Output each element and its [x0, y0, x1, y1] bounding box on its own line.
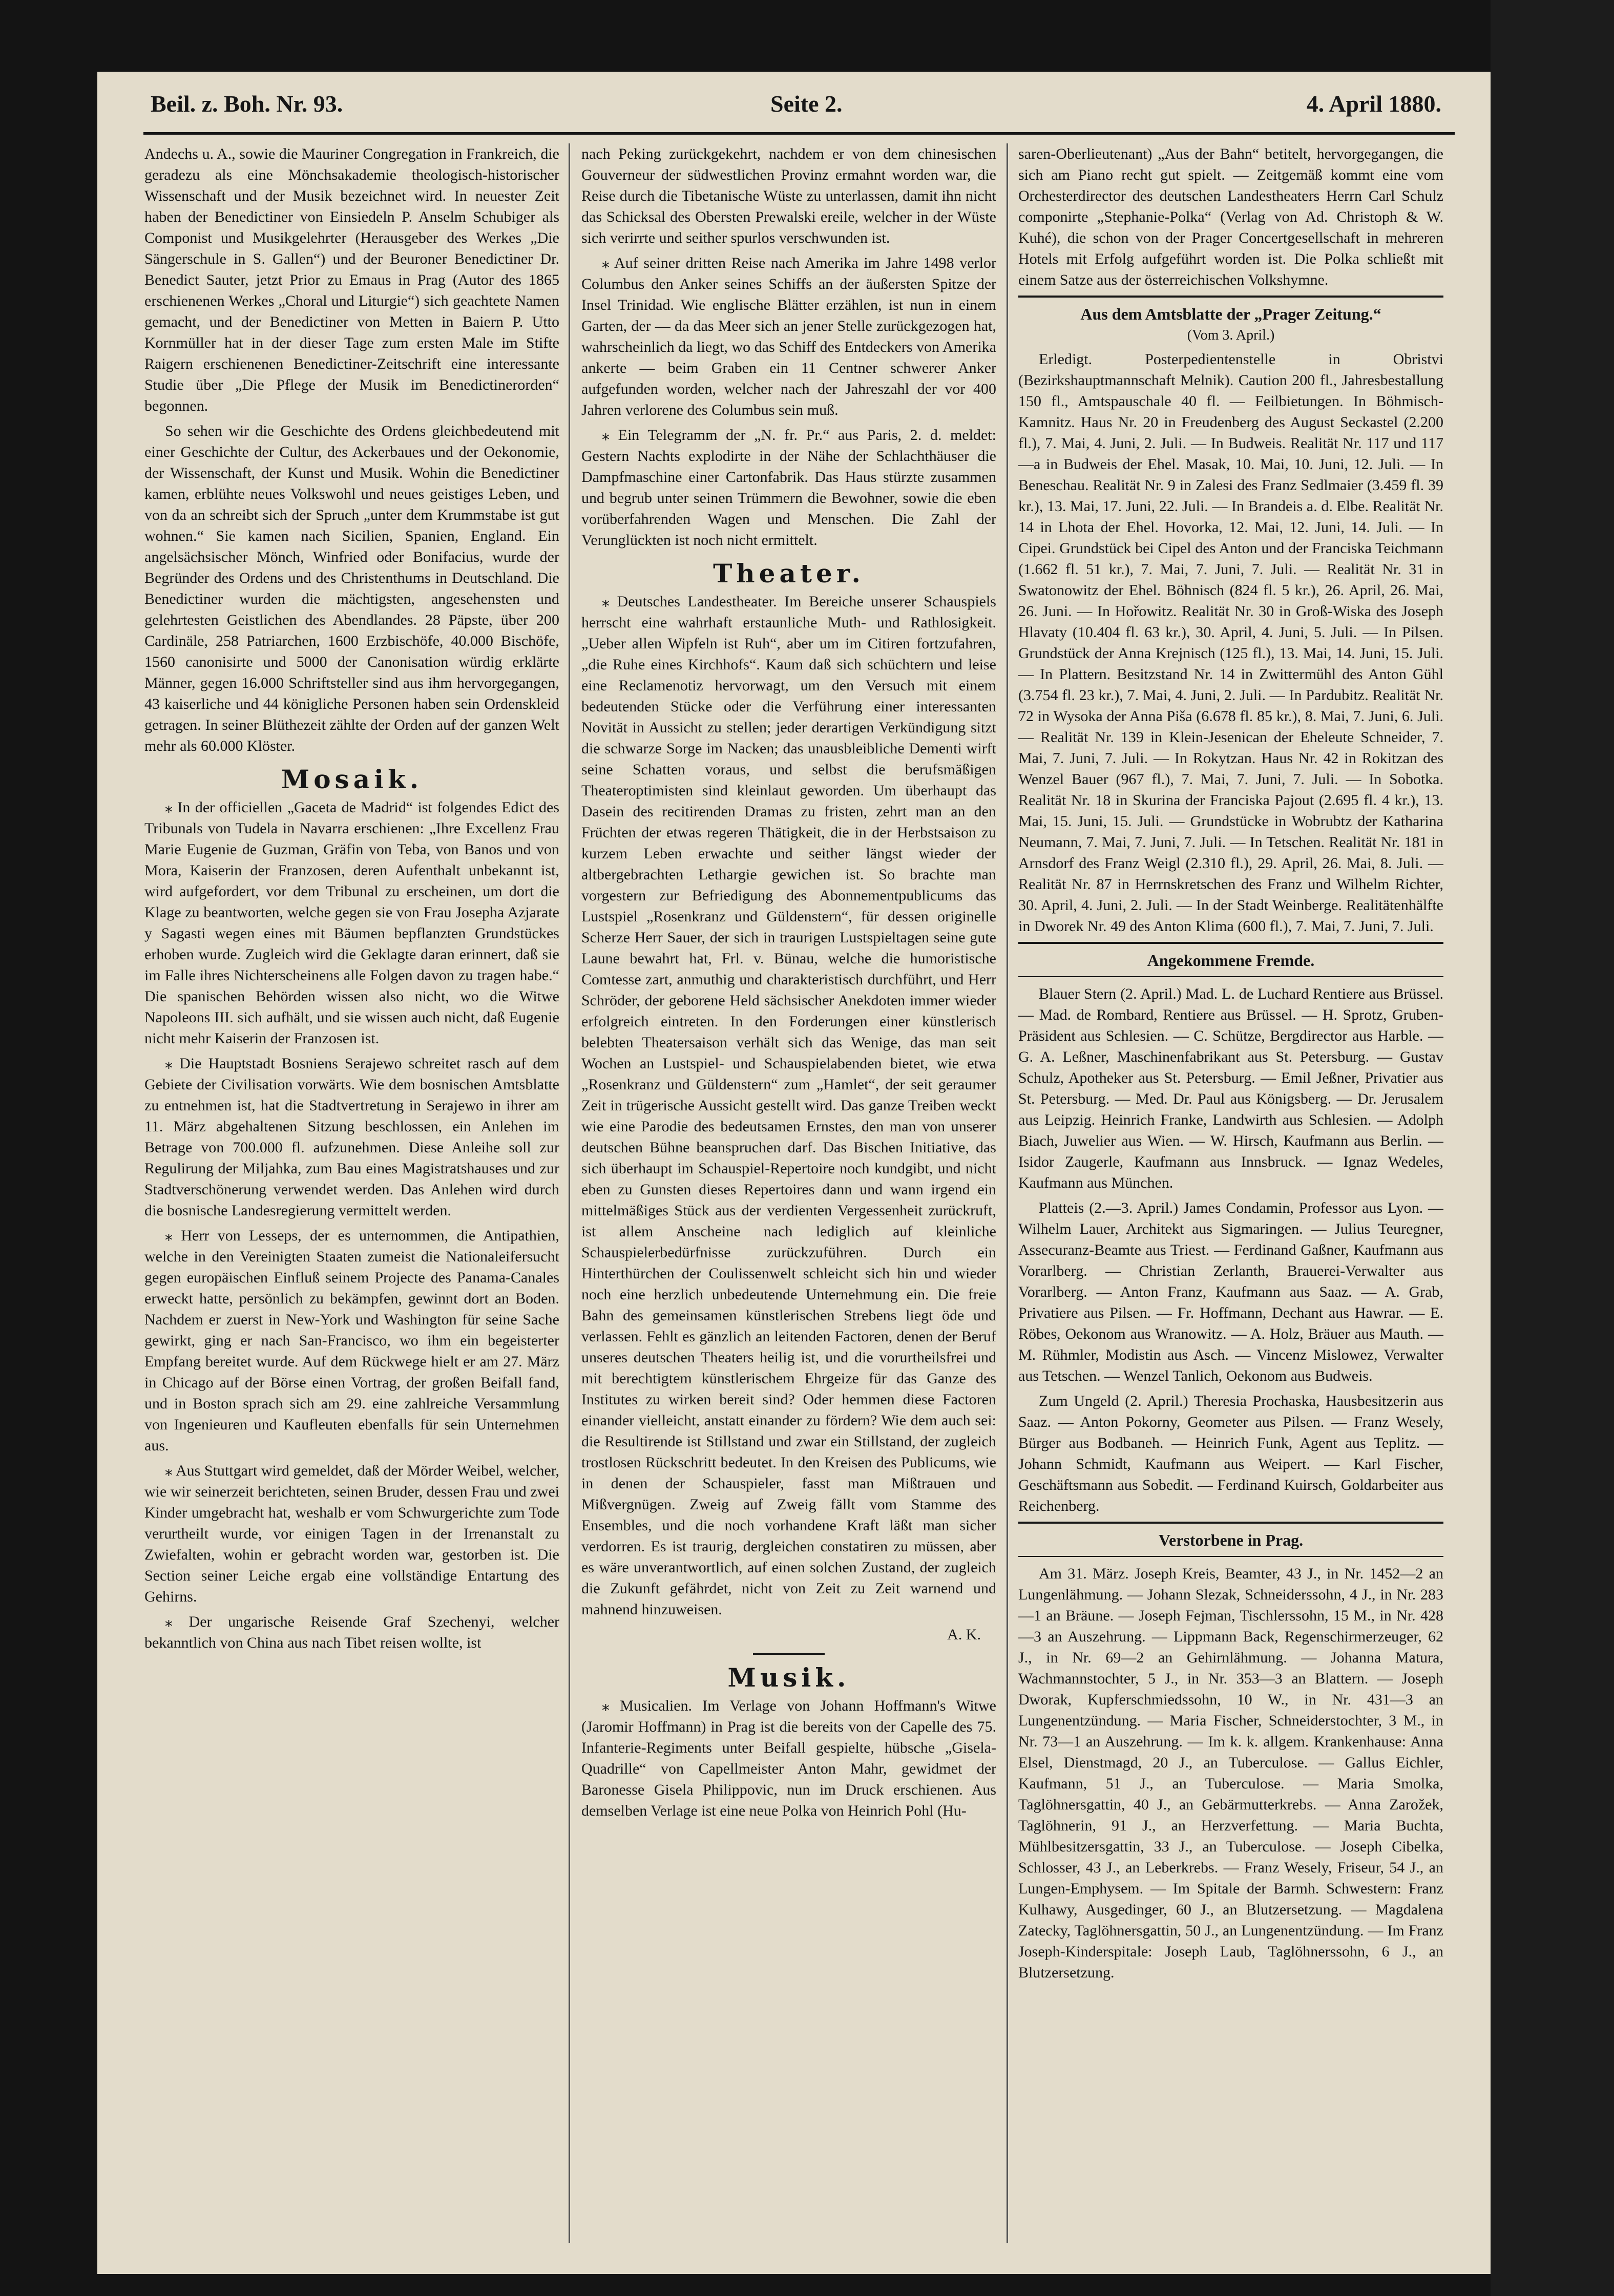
page-number: Seite 2.: [770, 91, 843, 117]
column-1: [144, 143, 559, 2233]
guest-list: Platteis (2.—3. April.) James Condamin, Professor aus Lyon. — Wilhelm Lauer, Architekt aus Sigmaringen. — Julius Teuregner, Assecuranz-Beamte aus Triest. — Ferdinand Gaßner, Kaufmann aus Vorarlberg. — Christian Zerlanth, Brauerei-Verwalter aus Vorarlberg. — Anton Franz, Kaufmann aus Saaz. — A. Grab, Privatiere aus Pilsen. — Fr. Hoffmann, Dechant aus Hawrar. — E. Röbes, Oekonom aus Wranowitz. — A. Holz, Bräuer aus Mauth. — M. Rühmler, Modistin aus Asch. — Vincenz Mislowez, Verwalter aus Tetschen. — Wenzel Tanlich, Oekonom aus Budweis.: [1018, 1199, 1443, 1384]
issue-label: Beil. z. Boh. Nr. 93.: [151, 91, 343, 117]
news-item: ⁎ Herr von Lesseps, der es unternommen, die Antipathien, welche in den Vereinigten Staaten zumeist die Nationaleifersucht gegen europäischen Einfluß seinem Projecte des Panama-Canales erweckt hatte, persönlich zu bekämpfen, gewinnt dort an Boden. Nachdem er zuerst in New-York und Washington für seine Sache gewirkt, ging er nach San-Francisco, wo ihm ein begeisterter Empfang bereitet wurde. Auf dem Rückwege hielt er am 27. März in Chicago auf der Börse einen Vortrag, der großen Beifall fand, und in Boston sprach sich am 29. eine zahlreiche Versammlung von Ingenieuren und Kaufleuten ebenfalls für sein Unternehmen aus.: [144, 1227, 559, 1454]
scan-shadow: [1491, 0, 1614, 2296]
column-3: [1018, 143, 1443, 2233]
page-header: [151, 90, 1441, 126]
obituary-list: Am 31. März. Joseph Kreis, Beamter, 43 J., in Nr. 1452—2 an Lungenlähmung. — Johann Slezak, Schneiderssohn, 4 J., in Nr. 283—1 an Bräune. — Joseph Fejman, Tischlerssohn, 15 M., in Nr. 428—3 an Auszehrung. — Lippmann Back, Regenschirmerzeuger, 62 J., in Nr. 69—2 an Gehirnlähmung. — Johanna Matura, Wachmannstochter, 5 J., in Nr. 353—3 an Blattern. — Joseph Dworak, Kupferschmiedssohn, 10 W., in Nr. 431—3 an Lungenentzündung. — Maria Fischer, Schneiderstochter, 3 M., in Nr. 73—1 an Auszehrung. — Im k. k. allgem. Krankenhause: Anna Elsel, Dienstmagd, 20 J., an Tuberculose. — Gallus Eichler, Kaufmann, 51 J., an Tuberculose. — Maria Smolka, Taglöhnersgattin, 40 J., an Gebärmutterkrebs. — Anna Zarožek, Taglöhnerin, 91 J., an Herzverfettung. — Maria Buchta, Mühlbesitzersgattin, 33 J., an Tuberculose. — Joseph Cibelka, Schlosser, 43 J., an Leberkrebs. — Franz Wesely, Friseur, 54 J., an Lungen-Emphysem. — Im Spitale der Barmh. Schwestern: Franz Kulhawy, Ausgedinger, 60 J., an Blutzersetzung. — Magdalena Zatecky, Taglöhnersgattin, 50 J., an Lungenentzündung. — Im Franz Joseph-Kinderspitale: Joseph Laub, Taglöhnerssohn, 6 J., an Blutzersetzung.: [1018, 1565, 1443, 1981]
author-signature: A. K.: [947, 1626, 981, 1643]
section-rule: [1018, 1522, 1443, 1524]
section-rule: [1018, 1556, 1443, 1557]
section-rule: [1018, 296, 1443, 298]
guest-list: Zum Ungeld (2. April.) Theresia Prochaska, Hausbesitzerin aus Saaz. — Anton Pokorny, Geometer aus Pilsen. — Franz Wesely, Bürger aus Bodbaneh. — Heinrich Funk, Agent aus Teplitz. — Johann Schmidt, Kaufmann aus Weipert. — Karl Fischer, Geschäftsmann aus Sobedit. — Ferdinand Kuirsch, Goldarbeiter aus Reichenberg.: [1018, 1393, 1443, 1514]
newspaper-page: [97, 72, 1491, 2274]
section-title-mosaik: Mosaik.: [281, 764, 423, 794]
section-title-amtsblatt: Aus dem Amtsblatte der „Prager Zeitung.“: [1080, 305, 1381, 323]
paragraph: Andechs u. A., sowie die Mauriner Congregation in Frankreich, die geradezu als eine Mönchsakademie theologisch-historischer Wissenschaft und der Musik bezeichnet wird. In neuester Zeit haben der Benedictiner von Einsiedeln P. Anselm Schubiger als Componist und Musikgelehrter (Herausgeber des Werkes „Die Sängerschule in S. Gallen“) und der Beuroner Benedictiner Dr. Benedict Sauter, jetzt Prior zu Emaus in Prag (Autor des 1865 erschienenen Werkes „Choral und Liturgie“) sich geachtete Namen gemacht, und der Benedictiner von Metten in Baiern P. Utto Kornmüller hat in der dieser Tage zum ersten Male im Stifte Raigern erschienenen Benedictiner-Zeitschrift eine interessante Studie über „Die Pflege der Musik im Benedictinerorden“ begonnen.: [144, 145, 559, 414]
section-title-musik: Musik.: [727, 1662, 850, 1693]
section-divider: [753, 1653, 825, 1655]
notice-text: Erledigt. Posterpedientenstelle in Obristvi (Bezirkshauptmannschaft Melnik). Caution 200 fl., Jahresbestallung 150 fl., Amtspauschale 40 fl. — Feilbietungen. In Böhmisch-Kamnitz. Haus Nr. 20 in Freudenberg des August Seckastel (2.200 fl.), 7. Mai, 4. Juni, 2. Juli. — In Budweis. Realität Nr. 117 und 117—a in Budweis der Ehel. Masak, 10. Mai, 10. Juni, 12. Juli. — In Beneschau. Realität Nr. 9 in Zalesi des Franz Sedlmaier (3.459 fl. 39 kr.), 13. Mai, 17. Juni, 22. Juli. — In Brandeis a. d. Elbe. Realität Nr. 14 in Lhota der Ehel. Hovorka, 12. Mai, 12. Juni, 14. Juli. — In Cipei. Grundstück bei Cipel des Anton und der Franciska Teichmann (1.662 fl. 51 kr.), 7. Mai, 7. Juni, 7. Juli. — Realität Nr. 31 in Swatonowitz der Ehel. Böhnisch (824 fl. 5 kr.), 26. April, 26. Mai, 26. Juni. — In Hořowitz. Realität Nr. 30 in Groß-Wiska des Joseph Hlavaty (10.404 fl. 63 kr.), 30. April, 4. Juni, 5. Juli. — In Pilsen. Grundstück der Anna Krejnisch (125 fl.), 13. Mai, 14. Juni, 15. Juli. — In Plattern. Besitzstand Nr. 14 in Zwittermühl des Anton Gühl (3.754 fl. 23 kr.), 7. Mai, 4. Juni, 2. Juli. — In Pardubitz. Realität Nr. 72 in Wysoka der Anna Piša (6.678 fl. 85 kr.), 8. Mai, 7. Juni, 6. Juli. — Realität Nr. 139 in Klein-Jesenican der Eheleute Schneider, 7. Mai, 7. Juni, 7. Juli. — In Rokytzan. Haus Nr. 42 in Rokitzan des Wenzel Bauer (967 fl.), 7. Mai, 7. Juni, 7. Juli. — In Sobotka. Realität Nr. 18 in Skurina der Franciska Pajout (2.695 fl. 4 kr.), 13. Mai, 15. Juni, 15. Juli. — Grundstücke in Wobrubtz der Katharina Neumann, 7. Mai, 7. Juni, 7. Juli. — In Tetschen. Realität Nr. 181 in Arnsdorf des Franz Weigl (2.310 fl.), 29. April, 26. Mai, 8. Juli. — Realität Nr. 87 in Herrnskretschen des Franz und Wilhelm Richter, 30. April, 4. Juni, 2. Juli. — In der Stadt Weinberge. Realitätenhälfte in Dworek Nr. 49 des Anton Klima (600 fl.), 7. Mai, 7. Juni, 7. Juli.: [1018, 351, 1443, 935]
paragraph: nach Peking zurückgekehrt, nachdem er von dem chinesischen Gouverneur der südwestlichen Provinz ermahnt worden war, die Reise durch die Tibetanische Wüste zu unterlassen, damit ihn nicht das Schicksal des Obersten Prewalski ereile, welcher in der Wüste sich verirrte und seither spurlos verschwunden ist.: [581, 145, 996, 246]
issue-date: 4. April 1880.: [1306, 91, 1441, 117]
paragraph: saren-Oberlieutenant) „Aus der Bahn“ betitelt, hervorgegangen, die sich am Piano recht gut spielt. — Zeitgemäß kommt eine vom Orchesterdirector des deutschen Landestheaters Herrn Carl Schulz componirte „Stephanie-Polka“ (Verlag von Ad. Christoph & W. Kuhé), die schon von der Prager Concertgesellschaft in mehreren Hotels mit Erfolg aufgeführt worden ist. Die Polka schließt mit einem Satze aus der österreichischen Volkshymne.: [1018, 145, 1443, 288]
news-item: ⁎ Musicalien. Im Verlage von Johann Hoffmann's Witwe (Jaromir Hoffmann) in Prag ist die bereits von der Capelle des 75. Infanterie-Regiments unter Beifall gespielte, hübsche „Gisela-Quadrille“ von Capellmeister Anton Mahr, gewidmet der Baronesse Gisela Philippovic, nun im Druck erschienen. Aus demselben Verlage ist eine neue Polka von Heinrich Pohl (Hu-: [581, 1697, 996, 1819]
column-divider: [1007, 143, 1008, 2243]
header-rule: [143, 132, 1455, 135]
section-title-theater: Theater.: [713, 558, 865, 588]
section-rule: [1018, 942, 1443, 944]
column-2: [581, 143, 996, 2233]
news-item: ⁎ Der ungarische Reisende Graf Szechenyi, welcher bekanntlich von China aus nach Tibet reisen wollte, ist: [144, 1613, 559, 1651]
news-item: ⁎ Ein Telegramm der „N. fr. Pr.“ aus Paris, 2. d. meldet: Gestern Nachts explodirte in der Nähe der Schlachthäuser die Dampfmaschine einer Cartonfabrik. Das Haus stürzte zusammen und begrub unter seinen Trümmern die Bewohner, sowie die eben vorüberfahrenden Wagen und Menschen. Die Zahl der Verunglückten ist noch nicht ermittelt.: [581, 427, 996, 549]
news-item: ⁎ In der officiellen „Gaceta de Madrid“ ist folgendes Edict des Tribunals von Tudela in Navarra erschienen: „Ihre Excellenz Frau Marie Eugenie de Guzman, Gräfin von Teba, von Banos und von Mora, Kaiserin der Franzosen, deren Aufenthalt unbekannt ist, wird aufgefordert, vor dem Tribunal zu erscheinen, um dort die Klage zu beantworten, welche gegen sie von Frau Josepha Azjarate y Sagasti wegen eines mit Bäumen bepflanzten Grundstückes erhoben wurde. Zugleich wird die Geklagte daran erinnert, daß sie im Falle ihres Nichterscheinens alle Folgen davon zu tragen habe.“ Die spanischen Behörden wissen also nicht, wo die Witwe Napoleons III. sich aufhält, und sie wissen auch nicht, daß Eugenie nicht mehr Kaiserin der Franzosen ist.: [144, 799, 559, 1047]
theater-review: ⁎ Deutsches Landestheater. Im Bereiche unserer Schauspiels herrscht eine wahrhaft erstaunliche Muth- und Rathlosigkeit. „Ueber allen Wipfeln ist Ruh“, aber um im Citiren fortzufahren, „die Ruhe eines Kirchhofs“. Kaum daß sich schüchtern und leise eine Reclamenotiz hervorwagt, um den Versuch mit einem bedeutenden Stücke oder die Verführung einer interessanten Novität in Aussicht zu stellen; jeder derartigen Verkündigung sitzt die schwarze Sorge im Nacken; das unausbleibliche Dementi wirft seine Schatten voraus, und selbst die berufsmäßigen Theateroptimisten sind kleinlaut geworden. Um überhaupt das Dasein des recitirenden Dramas zu fristen, zehrt man an den Früchten der etwas regeren Thätigkeit, die in der Herbstsaison zu kurzem Leben erwachte und seither längst wieder der altbergebrachten Lethargie gewichen ist. So brachte man vorgestern zur Befriedigung des Abonnementpublicums das Lustspiel „Rosenkranz und Güldenstern“, für dessen originelle Scherze Herr Sauer, der sich in traurigen Lustspieltagen seine gute Laune bewahrt hat, Frl. v. Bünau, welche die humoristische Comtesse zart, anmuthig und charakteristisch durchführt, und Herr Schröder, der geborene Held sächsischer Anekdoten immer wieder erfolgreich eintreten. In den Forderungen einer künstlerisch belebten Theatersaison verhält sich das Wenige, das man seit Wochen an Lustspiel- und Schauspielabenden bietet, wie etwa „Rosenkranz und Güldenstern“ zum „Hamlet“, der seit geraumer Zeit in trügerische Aussicht gestellt wird. Das ganze Treiben weckt wie eine Parodie des bedeutsamen Ernstes, den man von unserer deutschen Bühne beanspruchen darf. Das Bischen Initiative, das sich überhaupt im Schauspiel-Repertoire noch kundgibt, und nicht eben zu Gunsten dieses Repertoires dann und wann irgend ein mittelmäßiges Stück aus der verdienten Vergessenheit zurückruft, ist allem Anscheine nach lediglich auf kleinliche Schauspielerbedürfnisse zurückzuführen. Durch ein Hinterthürchen der Coulissenwelt schleicht sich hin und wieder noch eine herzlich unbedeutende Unternehmung ein. Die freie Bahn des gemeinsamen künstlerischen Strebens liegt öde und verlassen. Fehlt es gänzlich an leitenden Factoren, denen der Beruf unseres deutschen Theaters heilig ist, und die vorurtheilsfrei und mit berechtigtem künstlerischem Ehrgeize für das Ganze des Institutes zu wirken bereit sind? Oder hemmen diese Factoren einander vielleicht, anstatt einander zu fördern? Wie dem auch sei: die Resultirende ist Stillstand und zwar ein Stillstand, der zugleich trostlosen Rückschritt bedeutet. In den Kreisen des Publicums, wie in denen der Schauspieler, fasst man Mißtrauen und Mißvergnügen. Zweig auf Zweig fällt vom Stamme des Ensembles, und die noch vorhandene Kraft läßt man sicher verdorren. Es ist traurig, dergleichen constatiren zu müssen, aber es wäre unverantwortlich, auf einen solchen Zustand, der zugleich die Zukunft gefährdet, nicht von Zeit zu Zeit warnend und mahnend hinzuweisen.: [581, 593, 996, 1618]
guest-list: Blauer Stern (2. April.) Mad. L. de Luchard Rentiere aus Brüssel. — Mad. de Rombard, Rentiere aus Brüssel. — H. Sprotz, Gruben-Präsident aus Schlesien. — C. Schütze, Bergdirector aus Harble. — G. A. Leßner, Maschinenfabrikant aus St. Petersburg. — Gustav Schulz, Apotheker aus St. Petersburg. — Emil Jeßner, Privatier aus St. Petersburg. — Med. Dr. Paul aus Königsberg. — Dr. Jerusalem aus Leipzig. Heinrich Franke, Landwirth aus Schlesien. — Adolph Biach, Juwelier aus Wien. — W. Hirsch, Kaufmann aus Berlin. — Isidor Zaugerle, Kaufmann aus Innsbruck. — Ignaz Wedeles, Kaufmann aus München.: [1018, 985, 1443, 1191]
section-title-fremde: Angekommene Fremde.: [1147, 951, 1315, 970]
section-rule: [1018, 976, 1443, 977]
section-title-verstorbene: Verstorbene in Prag.: [1158, 1531, 1304, 1549]
news-item: ⁎ Aus Stuttgart wird gemeldet, daß der Mörder Weibel, welcher, wie wir seinerzeit berichteten, seinen Bruder, dessen Frau und zwei Kinder umgebracht hat, weshalb er vom Schwurgerichte zum Tode verurtheilt wurde, vor einigen Tagen in der Irrenanstalt zu Zwiefalten, wohin er gebracht worden war, gestorben ist. Die Section seiner Leiche ergab eine vollständige Entartung des Gehirns.: [144, 1462, 559, 1605]
section-date: (Vom 3. April.): [1187, 327, 1275, 343]
news-item: ⁎ Auf seiner dritten Reise nach Amerika im Jahre 1498 verlor Columbus den Anker seines Schiffs an der äußersten Spitze der Insel Trinidad. Wie englische Blätter erzählen, ist nun in einem Garten, der — da das Meer sich an jener Stelle zurückgezogen hat, wahrscheinlich da liegt, wo das Schiff des Entdeckers von Amerika ankerte — beim Graben ein 11 Centner schwerer Anker aufgefunden worden, welcher nach der Jahreszahl der vor 400 Jahren verlorene des Columbus sein muß.: [581, 255, 996, 418]
paragraph: So sehen wir die Geschichte des Ordens gleichbedeutend mit einer Geschichte der Cultur, des Ackerbaues und der Oekonomie, der Wissenschaft, der Kunst und Musik. Wohin die Benedictiner kamen, erblühte neues Volkswohl und neues geistiges Leben, und von da an schreibt sich der Spruch „unter dem Krummstabe ist gut wohnen.“ Sie kamen nach Sicilien, Spanien, England. Ein angelsächsischer Mönch, Winfried oder Bonifacius, wurde der Begründer des Ordens und des Christenthums in Deutschland. Die Benedictiner wurden die mächtigsten, angesehensten und gelehrtesten Geistlichen des Abendlandes. 28 Päpste, über 200 Cardinäle, 258 Patriarchen, 1600 Erzbischöfe, 40.000 Bischöfe, 1560 canonisirte und 5000 der Canonisation würdig erklärte Männer, gegen 16.000 Schriftsteller sind aus ihm hervorgegangen, 43 kaiserliche und 44 königliche Personen haben sein Ordenskleid getragen. In seiner Blüthezeit zählte der Orden auf der ganzen Welt mehr als 60.000 Klöster.: [144, 423, 559, 754]
news-item: ⁎ Die Hauptstadt Bosniens Serajewo schreitet rasch auf dem Gebiete der Civilisation vorwärts. Wie dem bosnischen Amtsblatte zu entnehmen ist, hat die Stadtvertretung in Serajewo in ihrer am 11. März abgehaltenen Sitzung beschlossen, ein Anlehen im Betrage von 700.000 fl. aufzunehmen. Diese Anleihe soll zur Regulirung der Miljahka, zum Bau eines Magistratshauses und zur Stadtverschönerung verwendet werden. Das Anlehen wird durch die bosnische Landesregierung vermittelt werden.: [144, 1055, 559, 1219]
column-divider: [569, 143, 570, 2243]
